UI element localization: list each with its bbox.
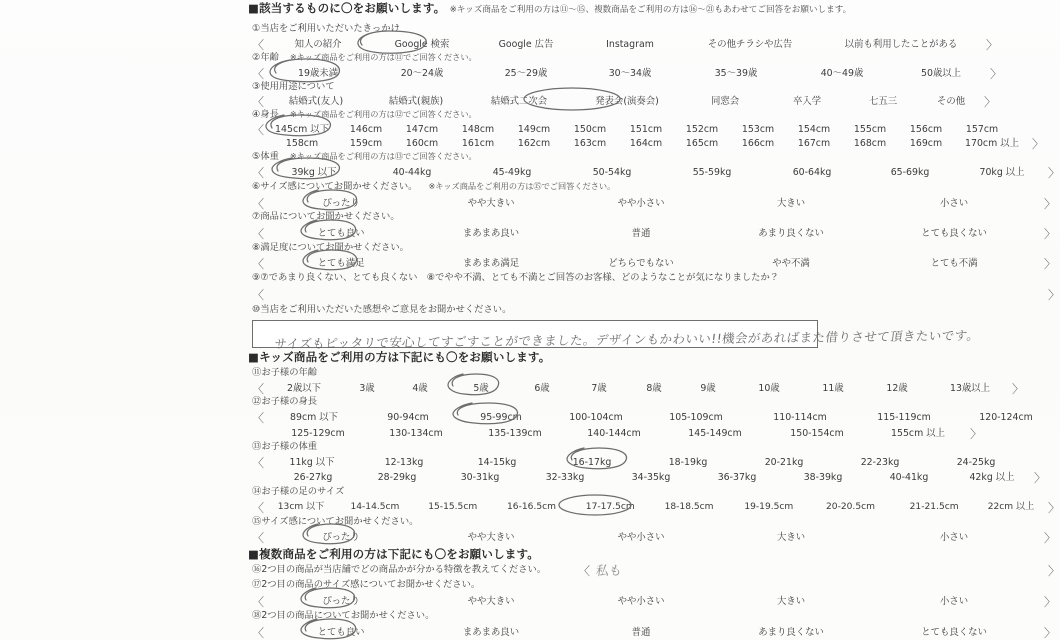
- option-q5-5[interactable]: 60-64kg: [792, 167, 832, 179]
- multi-section-heading: ■複数商品をご利用の方は下記にも〇をお願いします。: [248, 547, 539, 561]
- option-q4-2[interactable]: 147cm: [405, 124, 439, 136]
- question-1-number: ①: [252, 23, 261, 34]
- option-q4-6[interactable]: 151cm: [629, 124, 663, 136]
- option-q8-4[interactable]: とても不満: [930, 258, 978, 270]
- option-q4-9[interactable]: 154cm: [797, 124, 831, 136]
- question-17-label: [252, 580, 480, 589]
- question-14-options[interactable]: [252, 502, 1060, 514]
- option-q2-5[interactable]: 40～49歳: [820, 68, 864, 80]
- question-16-label: [252, 565, 546, 574]
- option-q17-2[interactable]: やや小さい: [617, 596, 665, 608]
- question-1-label: [252, 24, 400, 33]
- option-q12-11[interactable]: 140-144cm: [587, 428, 641, 440]
- question-11-label: [252, 368, 317, 377]
- question-10-text: 当店をご利用いただいた感想やご意見をお聞かせください。: [260, 304, 512, 315]
- bracket-left-icon: 〈: [252, 166, 265, 180]
- question-15-number: ⑮: [252, 516, 262, 527]
- option-q7-2[interactable]: 普通: [631, 228, 651, 240]
- option-q11-6[interactable]: 8歳: [646, 383, 662, 395]
- question-14-number: ⑭: [252, 486, 262, 497]
- question-3-label: [252, 82, 335, 91]
- option-q6-2[interactable]: やや小さい: [617, 198, 665, 210]
- option-q14-2[interactable]: 15-15.5cm: [428, 502, 478, 513]
- question-5-options[interactable]: [252, 167, 1060, 179]
- question-9-text: ⑦であまり良くない、とても良くない ⑧でやや不満、とても不満とご回答のお客様、どのようなことが気になりましたか？: [260, 272, 780, 283]
- question-6-note: ※キッズ商品をご利用の方は⑮でご回答ください。: [428, 181, 616, 191]
- bracket-right-icon: 〉: [1048, 166, 1060, 180]
- option-q13-14[interactable]: 38-39kg: [803, 472, 843, 484]
- option-q14-4[interactable]: 17-17.5cm: [585, 502, 635, 513]
- question-3-text: 使用用途について: [260, 81, 335, 92]
- bracket-right-icon: 〉: [1047, 564, 1060, 578]
- question-5-text: 体重: [260, 151, 279, 162]
- option-q13-4[interactable]: 18-19kg: [668, 457, 708, 469]
- option-q18-4[interactable]: とても良くない: [921, 627, 987, 639]
- option-q12-3[interactable]: 100-104cm: [569, 412, 623, 424]
- option-q12-8[interactable]: 125-129cm: [291, 428, 345, 440]
- option-q1-0[interactable]: 知人の紹介: [294, 39, 342, 51]
- question-13-label: [252, 442, 317, 451]
- option-q15-2[interactable]: やや小さい: [617, 532, 665, 544]
- bracket-right-icon: 〉: [1034, 471, 1047, 485]
- bracket-left-icon: 〈: [252, 38, 265, 52]
- question-15-options[interactable]: [252, 532, 1060, 544]
- option-q15-0[interactable]: ぴったり: [322, 532, 360, 544]
- option-q12-13[interactable]: 150-154cm: [790, 428, 844, 440]
- option-q3-7[interactable]: その他: [936, 96, 966, 108]
- question-10-handwritten-answer: サイズもピッタリで安心してすごすことができました。デザインもかわいい!!機会があればまた借りさせて頂きたいです。: [273, 327, 981, 352]
- option-q13-11[interactable]: 32-33kg: [545, 472, 585, 484]
- bracket-right-icon: 〉: [970, 427, 983, 441]
- bracket-left-icon: 〈: [252, 197, 265, 211]
- option-q2-0[interactable]: 19歳未満: [297, 68, 339, 80]
- option-q15-3[interactable]: 大きい: [776, 532, 806, 544]
- option-q1-2[interactable]: Google 広告: [498, 39, 554, 51]
- option-q11-10[interactable]: 12歳: [886, 383, 908, 395]
- option-q4-21[interactable]: 166cm: [741, 138, 775, 150]
- option-q11-7[interactable]: 9歳: [700, 383, 716, 395]
- option-q4-8[interactable]: 153cm: [741, 124, 775, 136]
- option-q4-11[interactable]: 156cm: [909, 124, 943, 136]
- option-q8-0[interactable]: とても満足: [317, 258, 365, 270]
- question-3-options[interactable]: [252, 96, 1060, 108]
- option-q8-2[interactable]: どちらでもない: [608, 258, 674, 270]
- question-2-number: ②: [252, 52, 261, 63]
- form-main-heading: [248, 3, 851, 15]
- option-q4-14[interactable]: 159cm: [349, 138, 383, 150]
- option-q13-16[interactable]: 42kg 以上: [969, 472, 1015, 484]
- option-q11-5[interactable]: 7歳: [591, 383, 607, 395]
- option-q4-4[interactable]: 149cm: [517, 124, 551, 136]
- option-q12-7[interactable]: 120-124cm: [979, 412, 1033, 424]
- option-q8-3[interactable]: やや不満: [772, 258, 810, 270]
- option-q4-18[interactable]: 163cm: [573, 138, 607, 150]
- question-12-options-row-1[interactable]: [252, 412, 1060, 424]
- bracket-right-icon: 〉: [1012, 382, 1025, 396]
- option-q6-1[interactable]: やや大きい: [467, 198, 515, 210]
- option-q5-4[interactable]: 55-59kg: [692, 167, 732, 179]
- question-8-number: ⑧: [252, 242, 261, 253]
- bracket-right-icon: 〉: [984, 95, 997, 109]
- option-q11-0[interactable]: 2歳以下: [286, 383, 322, 395]
- option-q17-4[interactable]: 小さい: [939, 596, 969, 608]
- question-12-text: お子様の身長: [261, 396, 318, 407]
- option-q6-3[interactable]: 大きい: [776, 198, 806, 210]
- bracket-left-icon: 〈: [252, 67, 265, 81]
- question-15-label: [252, 517, 418, 526]
- option-q14-8[interactable]: 21-21.5cm: [909, 502, 959, 513]
- option-q13-0[interactable]: 11kg 以下: [289, 457, 335, 469]
- option-q3-1[interactable]: 結婚式(親族): [388, 96, 444, 108]
- option-q11-4[interactable]: 6歳: [534, 383, 550, 395]
- question-3-number: ③: [252, 81, 261, 92]
- bracket-left-icon: 〈: [252, 288, 265, 302]
- option-q4-23[interactable]: 168cm: [853, 138, 887, 150]
- bracket-left-icon: 〈: [252, 382, 265, 396]
- question-4-number: ④: [252, 109, 261, 120]
- question-2-options[interactable]: [252, 68, 1060, 80]
- bracket-left-icon: 〈: [252, 123, 265, 137]
- option-q11-3[interactable]: 5歳: [473, 383, 489, 395]
- option-q4-16[interactable]: 161cm: [461, 138, 495, 150]
- bracket-right-icon: 〉: [1044, 531, 1057, 545]
- option-q7-4[interactable]: とても良くない: [921, 228, 987, 240]
- question-7-text: 商品についてお聞かせください。: [260, 211, 400, 222]
- question-2-text: 年齢: [260, 52, 279, 63]
- option-q2-2[interactable]: 25～29歳: [504, 68, 548, 80]
- option-q12-5[interactable]: 110-114cm: [773, 412, 827, 424]
- option-q12-14[interactable]: 155cm 以上: [891, 428, 945, 440]
- question-16-number: ⑯: [252, 564, 262, 575]
- option-q13-13[interactable]: 36-37kg: [717, 472, 757, 484]
- option-q17-1[interactable]: やや大きい: [467, 596, 515, 608]
- question-4-options-row-1[interactable]: [252, 124, 1060, 136]
- option-q5-0[interactable]: 39kg 以下: [291, 167, 337, 179]
- option-q12-12[interactable]: 145-149cm: [688, 428, 742, 440]
- option-q17-0[interactable]: ぴったり: [322, 596, 360, 608]
- question-4-note: ※キッズ商品をご利用の方は⑫でご回答ください。: [289, 109, 477, 119]
- question-11-text: お子様の年齢: [261, 367, 318, 378]
- option-q4-7[interactable]: 152cm: [685, 124, 719, 136]
- option-q5-2[interactable]: 45-49kg: [492, 167, 532, 179]
- option-q1-1[interactable]: Google 検索: [394, 39, 450, 51]
- bracket-right-icon: 〉: [990, 67, 1003, 81]
- kids-section-heading: ■キッズ商品をご利用の方は下記にも〇をお願いします。: [248, 350, 551, 364]
- question-1-options[interactable]: [252, 39, 1060, 51]
- option-q3-3[interactable]: 発表会(演奏会): [595, 96, 659, 108]
- bracket-right-icon: 〉: [1044, 227, 1057, 241]
- question-14-text: お子様の足のサイズ: [261, 486, 345, 497]
- option-q8-1[interactable]: まあまあ満足: [462, 258, 520, 270]
- question-7-options[interactable]: [252, 228, 1060, 240]
- bracket-right-icon: 〉: [1047, 288, 1060, 302]
- option-q4-19[interactable]: 164cm: [629, 138, 663, 150]
- option-q15-4[interactable]: 小さい: [939, 532, 969, 544]
- option-q5-7[interactable]: 70kg 以上: [979, 167, 1025, 179]
- question-8-text: 満足度についてお聞かせください。: [260, 242, 409, 253]
- option-q4-0[interactable]: 145cm 以下: [275, 124, 329, 136]
- question-4-text: 身長: [260, 109, 279, 120]
- option-q11-9[interactable]: 11歳: [822, 383, 844, 395]
- question-12-options-row-2[interactable]: [252, 428, 1060, 440]
- question-2-label: [252, 53, 477, 62]
- option-q3-6[interactable]: 七五三: [868, 96, 898, 108]
- option-q5-3[interactable]: 50-54kg: [592, 167, 632, 179]
- option-q4-15[interactable]: 160cm: [405, 138, 439, 150]
- option-q18-3[interactable]: あまり良くない: [758, 627, 824, 639]
- bracket-right-icon: 〉: [1044, 197, 1057, 211]
- question-18-text: 2つ目の商品についてお聞かせください。: [261, 610, 435, 621]
- question-10-label: [252, 305, 511, 314]
- option-q5-6[interactable]: 65-69kg: [890, 167, 930, 179]
- option-q14-7[interactable]: 20-20.5cm: [826, 502, 875, 513]
- question-4-label: [252, 110, 477, 119]
- option-q3-2[interactable]: 結婚式二次会: [490, 96, 548, 108]
- question-10-number: ⑩: [252, 304, 261, 315]
- option-q4-3[interactable]: 148cm: [461, 124, 495, 136]
- option-q18-0[interactable]: とても良い: [317, 627, 365, 639]
- option-q17-3[interactable]: 大きい: [776, 596, 806, 608]
- question-16-handwritten-answer: 私も: [594, 563, 623, 580]
- bracket-left-icon: 〈: [252, 456, 265, 470]
- option-q4-1[interactable]: 146cm: [349, 124, 383, 136]
- option-q14-5[interactable]: 18-18.5cm: [664, 502, 714, 513]
- question-10-comment-box[interactable]: [252, 320, 981, 352]
- question-13-text: お子様の体重: [261, 441, 318, 452]
- bracket-left-icon: 〈: [252, 595, 265, 609]
- question-5-note: ※キッズ商品をご利用の方は⑬でご回答ください。: [289, 151, 477, 161]
- question-1-text: 当店をご利用いただいたきっかけ: [260, 23, 400, 34]
- option-q13-5[interactable]: 20-21kg: [764, 457, 804, 469]
- question-16-text: 2つ目の商品が当店舗でどの商品かが分かる特徴を教えてください。: [261, 564, 547, 575]
- question-6-options[interactable]: [252, 198, 1060, 210]
- option-q13-10[interactable]: 30-31kg: [460, 472, 500, 484]
- question-7-number: ⑦: [252, 211, 261, 222]
- option-q7-3[interactable]: あまり良くない: [758, 228, 824, 240]
- question-9-label: [252, 273, 779, 282]
- option-q12-6[interactable]: 115-119cm: [877, 412, 931, 424]
- option-q14-6[interactable]: 19-19.5cm: [744, 502, 794, 513]
- option-q7-1[interactable]: まあまあ良い: [462, 228, 520, 240]
- option-q12-9[interactable]: 130-134cm: [389, 428, 443, 440]
- bracket-left-icon: 〈: [252, 626, 265, 640]
- question-17-text: 2つ目の商品のサイズ感についてお聞かせください。: [261, 579, 481, 590]
- bracket-right-icon: 〉: [1047, 501, 1060, 515]
- question-13-options-row-1[interactable]: [252, 457, 1060, 469]
- option-q2-3[interactable]: 30～34歳: [608, 68, 652, 80]
- option-q12-10[interactable]: 135-139cm: [488, 428, 542, 440]
- question-18-options[interactable]: [252, 627, 1060, 639]
- option-q6-4[interactable]: 小さい: [939, 198, 969, 210]
- question-6-text: サイズ感についてお聞かせください。: [260, 181, 418, 192]
- option-q13-1[interactable]: 12-13kg: [384, 457, 424, 469]
- question-12-number: ⑫: [252, 396, 262, 407]
- option-q5-1[interactable]: 40-44kg: [392, 167, 432, 179]
- option-q13-3[interactable]: 16-17kg: [572, 457, 612, 469]
- bracket-right-icon: 〉: [1044, 257, 1057, 271]
- question-13-number: ⑬: [252, 441, 262, 452]
- question-18-label: [252, 611, 434, 620]
- option-q4-24[interactable]: 169cm: [909, 138, 943, 150]
- bracket-left-icon: 〈: [252, 531, 265, 545]
- question-9-number: ⑨: [252, 272, 261, 283]
- option-q12-2[interactable]: 95-99cm: [480, 412, 522, 424]
- option-q4-10[interactable]: 155cm: [853, 124, 887, 136]
- question-13-options-row-2[interactable]: [252, 472, 1060, 484]
- option-q11-2[interactable]: 4歳: [412, 383, 428, 395]
- bracket-left-icon: 〈: [252, 95, 265, 109]
- option-q1-3[interactable]: Instagram: [606, 39, 654, 51]
- question-15-text: サイズ感についてお聞かせください。: [261, 516, 419, 527]
- bracket-left-icon: 〈: [252, 227, 265, 241]
- option-q12-1[interactable]: 90-94cm: [387, 412, 429, 424]
- bracket-left-icon: 〈: [252, 257, 265, 271]
- option-q18-2[interactable]: 普通: [631, 627, 651, 639]
- option-q13-6[interactable]: 22-23kg: [860, 457, 900, 469]
- question-5-label: [252, 152, 477, 161]
- question-8-label: [252, 243, 409, 252]
- option-q6-0[interactable]: ぴったり: [322, 198, 360, 210]
- option-q11-11[interactable]: 13歳以上: [949, 383, 991, 395]
- question-5-number: ⑤: [252, 151, 261, 162]
- bracket-right-icon: 〉: [986, 38, 999, 52]
- option-q12-4[interactable]: 105-109cm: [669, 412, 723, 424]
- option-q14-1[interactable]: 14-14.5cm: [350, 502, 400, 513]
- option-q3-0[interactable]: 結婚式(友人): [288, 96, 344, 108]
- bracket-left-icon: 〈: [252, 411, 265, 425]
- question-16-answer-field[interactable]: [578, 565, 1060, 577]
- question-2-note: ※キッズ商品をご利用の方は⑪でご回答ください。: [289, 52, 477, 62]
- option-q11-1[interactable]: 3歳: [359, 383, 375, 395]
- option-q14-9[interactable]: 22cm 以上: [987, 502, 1035, 513]
- survey-form-sheet: [248, 0, 1060, 640]
- option-q4-22[interactable]: 167cm: [797, 138, 831, 150]
- question-11-options[interactable]: [252, 383, 1060, 395]
- question-7-label: [252, 212, 400, 221]
- option-q13-9[interactable]: 28-29kg: [377, 472, 417, 484]
- option-q18-1[interactable]: まあまあ良い: [462, 627, 520, 639]
- option-q15-1[interactable]: やや大きい: [467, 532, 515, 544]
- question-6-label: [252, 182, 615, 191]
- question-17-number: ⑰: [252, 579, 262, 590]
- form-main-heading-note: ※キッズ商品をご利用の方は⑪～⑮、複数商品をご利用の方は⑯～㉑もあわせてご回答をお願いします。: [449, 5, 852, 15]
- option-q13-2[interactable]: 14-15kg: [477, 457, 517, 469]
- question-17-options[interactable]: [252, 596, 1060, 608]
- option-q2-1[interactable]: 20～24歳: [400, 68, 444, 80]
- option-q13-12[interactable]: 34-35kg: [631, 472, 671, 484]
- question-18-number: ⑱: [252, 610, 262, 621]
- bracket-right-icon: 〉: [1032, 137, 1045, 151]
- option-q13-8[interactable]: 26-27kg: [293, 472, 333, 484]
- option-q4-25[interactable]: 170cm 以上: [965, 138, 1019, 150]
- option-q12-0[interactable]: 89cm 以下: [290, 412, 338, 424]
- bracket-left-icon: 〈: [578, 564, 591, 578]
- question-8-options[interactable]: [252, 258, 1060, 270]
- option-q13-15[interactable]: 40-41kg: [889, 472, 929, 484]
- option-q11-8[interactable]: 10歳: [758, 383, 780, 395]
- option-q1-4[interactable]: その他チラシや広告: [707, 39, 793, 51]
- option-q13-7[interactable]: 24-25kg: [956, 457, 996, 469]
- option-q7-0[interactable]: とても良い: [317, 228, 365, 240]
- bracket-right-icon: 〉: [1044, 595, 1057, 609]
- bracket-left-icon: 〈: [252, 501, 265, 515]
- option-q4-12[interactable]: 157cm: [965, 124, 999, 136]
- option-q3-5[interactable]: 卒入学: [792, 96, 822, 108]
- question-11-number: ⑪: [252, 367, 262, 378]
- question-6-number: ⑥: [252, 181, 261, 192]
- question-12-label: [252, 397, 317, 406]
- option-q3-4[interactable]: 同窓会: [710, 96, 740, 108]
- question-4-options-row-2[interactable]: [252, 138, 1060, 150]
- option-q2-4[interactable]: 35～39歳: [714, 68, 758, 80]
- option-q4-17[interactable]: 162cm: [517, 138, 551, 150]
- option-q1-5[interactable]: 以前も利用したことがある: [844, 39, 958, 51]
- form-main-heading-text: ■該当するものに〇をお願いします。: [248, 1, 446, 15]
- option-q4-5[interactable]: 150cm: [573, 124, 607, 136]
- question-9-answer-field[interactable]: [252, 289, 1060, 301]
- question-14-label: [252, 487, 344, 496]
- option-q4-13[interactable]: 158cm: [285, 138, 319, 150]
- option-q14-3[interactable]: 16-16.5cm: [507, 502, 556, 513]
- bracket-right-icon: 〉: [1044, 626, 1057, 640]
- option-q4-20[interactable]: 165cm: [685, 138, 719, 150]
- option-q14-0[interactable]: 13cm 以下: [277, 502, 325, 513]
- option-q2-6[interactable]: 50歳以上: [920, 68, 962, 80]
